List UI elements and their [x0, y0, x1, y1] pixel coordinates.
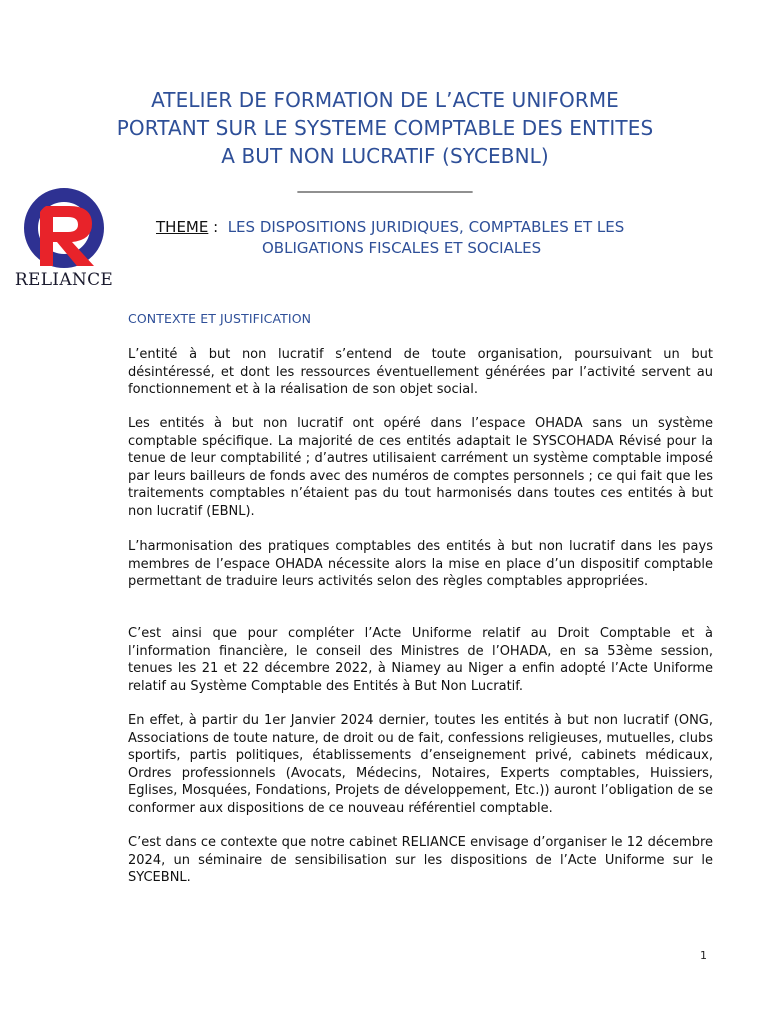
reliance-r-icon [22, 186, 106, 270]
paragraph-2: Les entités à but non lucratif ont opéré dans l’espace OHADA sans un système comptable spécifique. La majorité de ces entités adaptait le SYSCOHADA Révisé pour la tenue de leur comptabilité ; d’autres utilisaient carrément un système comptable imposé par leurs bailleurs de fonds avec des numéros de comptes personnels ; ce qui fait que les traitements comptables n’étaient pas du tout harmonisés dans toutes ces entités à but non lucratif (EBNL). [128, 416, 713, 519]
paragraph-5: En effet, à partir du 1er Janvier 2024 dernier, toutes les entités à but non lucratif (ONG, Associations de toute nature, de droit ou de fait, confessions religieuses, mutuelles, clubs sportifs, partis politiques, établissements d’enseignement privé, cabinets médicaux, Ordres professionnels (Avocats, Médecins, Notaires, Experts comptables, Huissiers, Eglises, Mosquées, Fondations, Projets de développement, Etc.)) auront l’obligation de se conformer aux dispositions de ce nouveau référentiel comptable. [128, 713, 713, 816]
logo-wordmark: RELIANCE [14, 270, 114, 290]
page-number: 1 [700, 949, 707, 962]
theme-line-2: OBLIGATIONS FISCALES ET SOCIALES [262, 239, 542, 257]
title-line-3: A BUT NON LUCRATIF (SYCEBNL) [221, 144, 549, 168]
title-line-2: PORTANT SUR LE SYSTEME COMPTABLE DES ENTITES [116, 116, 654, 140]
title-line-1: ATELIER DE FORMATION DE L’ACTE UNIFORME [151, 88, 619, 112]
title-separator: _________________________ [297, 177, 473, 193]
reliance-logo [8, 184, 120, 296]
theme-label: THEME [156, 218, 209, 236]
section-heading: CONTEXTE ET JUSTIFICATION [128, 311, 312, 326]
paragraph-3: L’harmonisation des pratiques comptables des entités à but non lucratif dans les pays membres de l’espace OHADA nécessite alors la mise en place d’un dispositif comptable permettant de traduire leurs activités selon des règles comptables appropriées. [128, 539, 713, 589]
theme-line-1: LES DISPOSITIONS JURIDIQUES, COMPTABLES ET LES [227, 218, 625, 236]
paragraph-4: C’est ainsi que pour compléter l’Acte Uniforme relatif au Droit Comptable et à l’information financière, le conseil des Ministres de l’OHADA, en sa 53ème session, tenues les 21 et 22 décembre 2022, à Niamey au Niger a enfin adopté l’Acte Uniforme relatif au Système Comptable des Entités à But Non Lucratif. [128, 626, 713, 694]
document-title [110, 86, 660, 170]
paragraph-1: L’entité à but non lucratif s’entend de toute organisation, poursuivant un but désintéressé, et dont les ressources éventuellement générées par l’activité servent au fonctionnement et à la réalisation de son objet social. [128, 347, 713, 397]
theme-colon: : [208, 218, 228, 236]
paragraph-6: C’est dans ce contexte que notre cabinet RELIANCE envisage d’organiser le 12 décembre 2024, un séminaire de sensibilisation sur les dispositions de l’Acte Uniforme sur le SYCEBNL. [128, 835, 713, 885]
theme-block [156, 217, 716, 259]
